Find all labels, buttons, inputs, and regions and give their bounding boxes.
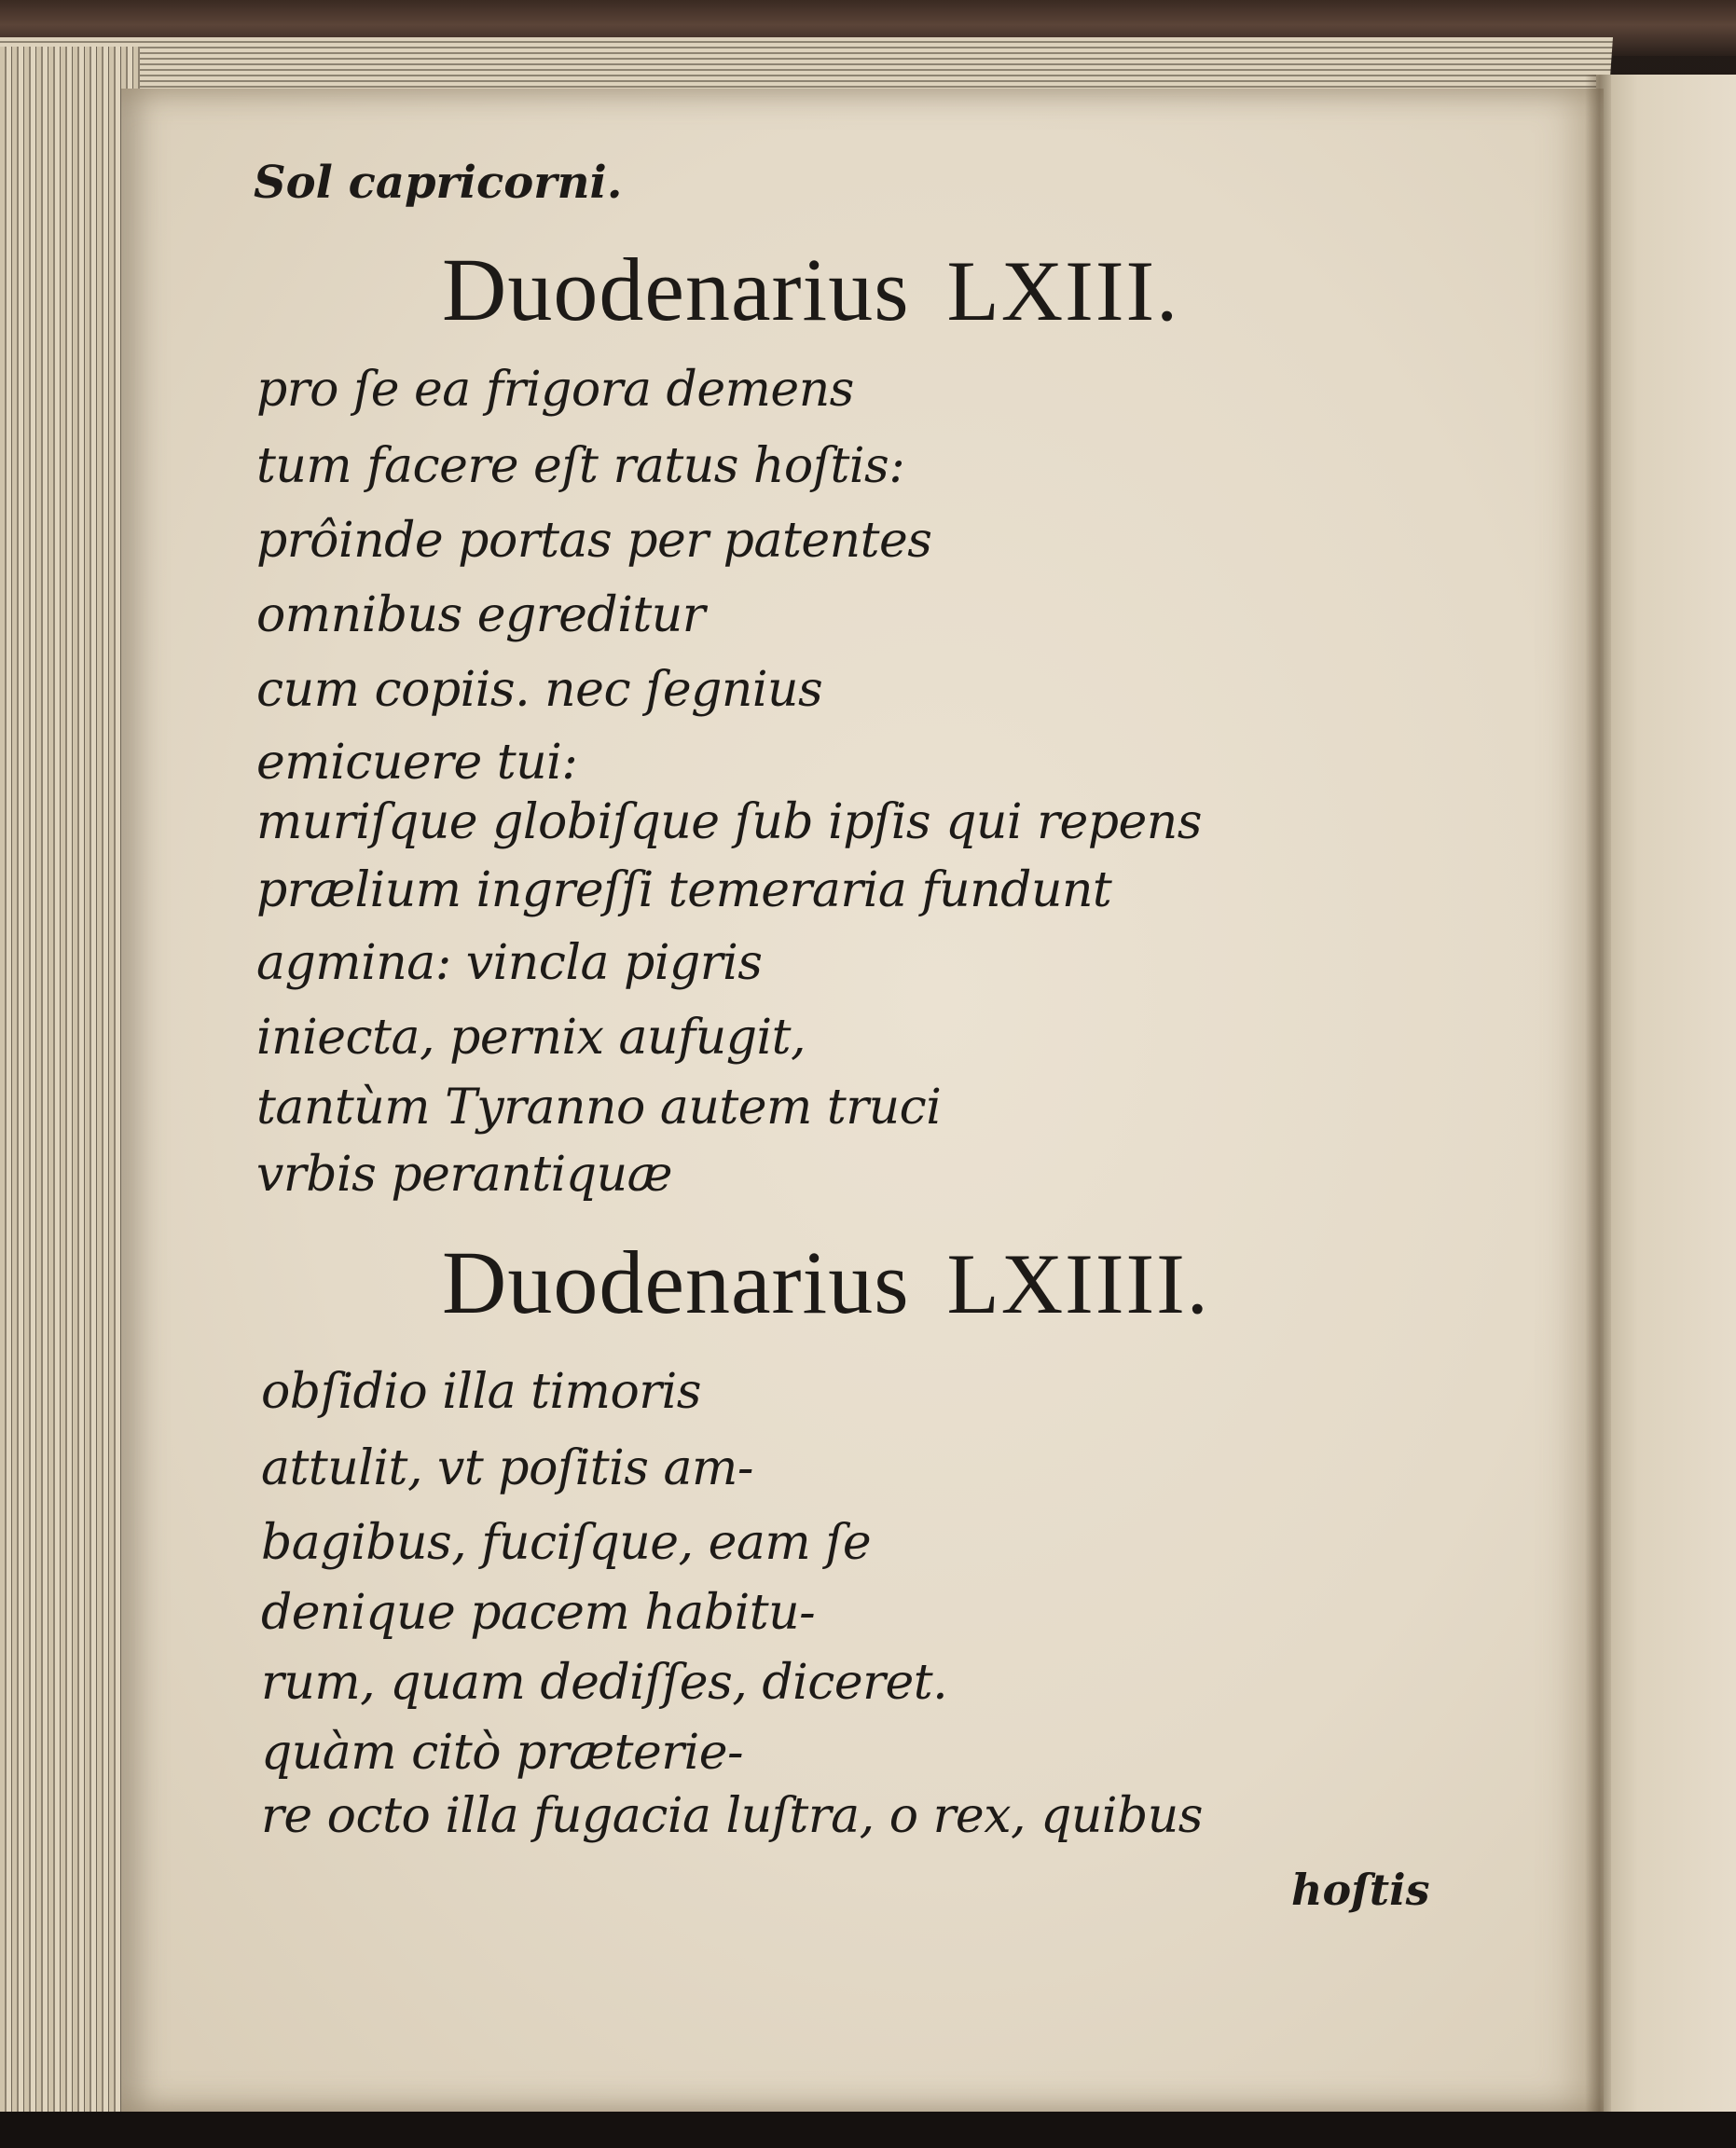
catchword: hoſtis (1291, 1865, 1430, 1915)
heading-numeral: LXIII. (946, 243, 1180, 338)
running-head: Sol capricorni. (254, 157, 623, 209)
page-edges-left (0, 47, 140, 2126)
verse-line: tum facere eſt ratus hoſtis: (256, 438, 905, 494)
heading-word: Duodenarius (442, 1232, 910, 1332)
verse-line: denique pacem habitu- (261, 1585, 816, 1641)
section-heading (442, 1231, 1210, 1334)
background-bottom (0, 2112, 1736, 2148)
verse-line: omnibus egreditur (256, 587, 706, 643)
facing-page (1596, 75, 1736, 2116)
verse-line: rum, quam dediſſes, diceret. (261, 1655, 948, 1711)
verse-line: vrbis perantiquæ (256, 1147, 672, 1203)
verse-line: iniecta, pernix aufugit, (256, 1010, 806, 1066)
page-edges-top (0, 37, 1613, 93)
verse-line: bagibus, fuciſque, eam ſe (261, 1515, 872, 1571)
verse-line: quàm citò præterie- (261, 1725, 744, 1781)
verse-line: re octo illa fugacia luſtra, o rex, quibus (261, 1788, 1203, 1844)
verse-line: attulit, vt poſitis am- (261, 1440, 753, 1496)
heading-numeral: LXIIII. (946, 1236, 1210, 1331)
heading-word: Duodenarius (442, 240, 910, 339)
verse-line: pro ſe ea frigora demens (256, 362, 854, 418)
section-heading (442, 238, 1179, 341)
verse-line: emicuere tui: (256, 735, 578, 791)
verse-line: muriſque globiſque ſub ipſis qui repens (256, 794, 1202, 850)
book-gutter (1585, 75, 1611, 2116)
verse-line: prôinde portas per patentes (256, 513, 932, 569)
verse-line: agmina: vincla pigris (256, 935, 763, 991)
verse-line: obſidio illa timoris (261, 1364, 701, 1420)
verse-line: tantùm Tyranno autem truci (256, 1080, 942, 1136)
verse-line: cum copiis. nec ſegnius (256, 662, 823, 718)
verse-line: prælium ingreſſi temeraria fundunt (256, 862, 1112, 918)
